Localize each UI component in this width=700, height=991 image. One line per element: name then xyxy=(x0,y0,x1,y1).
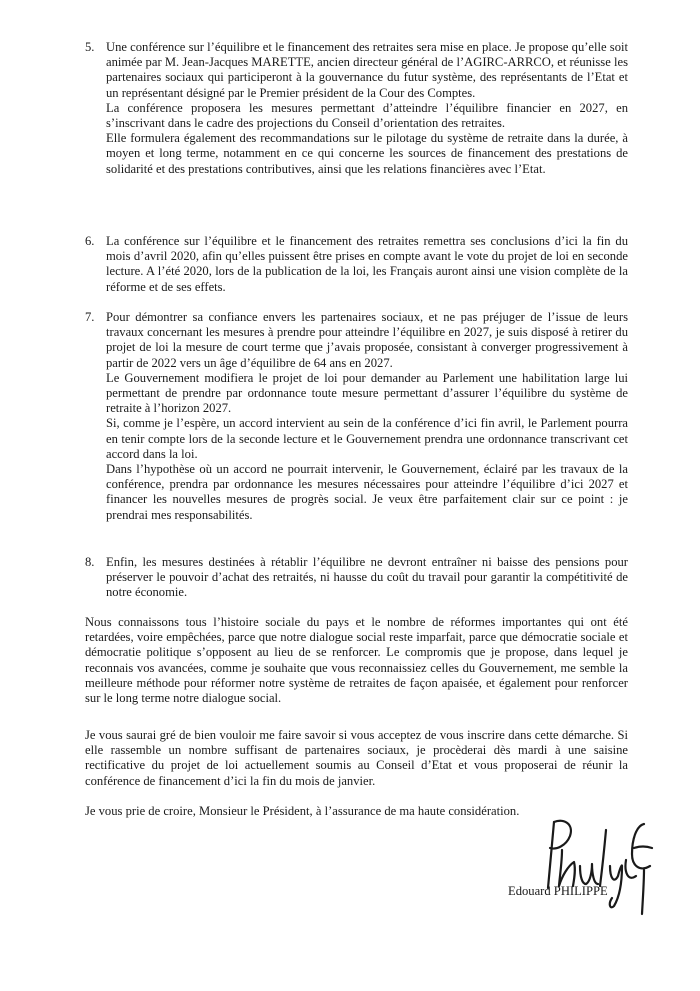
list-item-5 xyxy=(85,40,628,177)
list-item-number: 6. xyxy=(85,234,95,248)
paragraph: Le Gouvernement modifiera le projet de loi pour demander au Parlement une habilitation large lui permettant de prendre par ordonnance toute mesure permettant d’assurer l’équilibre du système de retraite à l’horizon 2027. xyxy=(106,370,628,416)
list-item-8 xyxy=(85,555,628,601)
paragraph: Pour démontrer sa confiance envers les partenaires sociaux, et ne pas préjuger de l’issue de leurs travaux concernant les mesures à prendre pour atteindre l’équilibre en 2027, je suis disposé à retirer du projet de loi la mesure de court terme que j’avais proposée, consistant à converger progressivement à partir de 2022 vers un âge d’équilibre de 64 ans en 2027. xyxy=(106,310,628,370)
signatory-name: Edouard PHILIPPE xyxy=(508,884,608,898)
paragraph: Si, comme je l’espère, un accord intervient au sein de la conférence d’ici fin avril, le Parlement pourra en tenir compte lors de la seconde lecture et le Gouvernement prendra une ordonnance transcrivant cet accord dans la loi. xyxy=(106,416,628,461)
paragraph: Nous connaissons tous l’histoire sociale du pays et le nombre de réformes importantes qui ont été retardées, voire empêchées, parce que notre dialogue social reste imparfait, parce que démocratie sociale et démocratie politique s’opposent au lieu de se renforcer. Le compromis que je propose, dans lequel je reconnais vos avancées, comme je souhaite que vous reconnaissiez celles du Gouvernement, me semble la meilleure méthode pour réformer notre système de retraites de façon apaisée, et également pour renforcer sur le long terme notre dialogue social. xyxy=(85,615,628,706)
list-item-body xyxy=(106,40,628,177)
list-item-6 xyxy=(85,234,628,295)
paragraph: La conférence proposera les mesures permettant d’atteindre l’équilibre financier en 2027, en s’inscrivant dans le cadre des projections du Conseil d’orientation des retraites. xyxy=(106,100,628,131)
handwritten-signature xyxy=(540,810,660,920)
paragraph: Enfin, les mesures destinées à rétablir l’équilibre ne devront entraîner ni baisse des pensions pour préserver le pouvoir d’achat des retraités, ni hausse du coût du travail pour garantir la compétitivité de notre économie. xyxy=(106,555,628,600)
list-item-body xyxy=(106,234,628,295)
paragraph: Je vous saurai gré de bien vouloir me faire savoir si vous acceptez de vous inscrire dans cette démarche. Si elle rassemble un nombre suffisant de partenaires sociaux, je procèderai dès mardi à une saisine rectificative du projet de loi actuellement soumis au Conseil d’Etat et vous proposerai de réunir la conférence de financement d’ici la fin du mois de janvier. xyxy=(85,728,628,788)
list-item-number: 7. xyxy=(85,310,95,324)
list-item-number: 8. xyxy=(85,555,95,569)
paragraph: Dans l’hypothèse où un accord ne pourrait intervenir, le Gouvernement, éclairé par les travaux de la conférence, prendra par ordonnance les mesures nécessaires pour atteindre l’équilibre d’ici 2027 et financer les nouvelles mesures de progrès social. Je veux être parfaitement clair sur ce point : je prendrai mes responsabilités. xyxy=(106,462,628,522)
list-item-body xyxy=(106,555,628,601)
paragraph: La conférence sur l’équilibre et le financement des retraites remettra ses conclusions d’ici la fin du mois d’avril 2020, afin qu’elles puissent être prises en compte avant le vote du projet de loi en seconde lecture. A l’été 2020, lors de la publication de la loi, les Français auront ainsi une vision complète de la réforme et de ses effets. xyxy=(106,234,628,294)
list-item-number: 5. xyxy=(85,40,95,54)
closing-paragraph: Je vous prie de croire, Monsieur le Président, à l’assurance de ma haute considération. xyxy=(85,804,520,818)
list-item-body xyxy=(106,310,628,523)
paragraph: Une conférence sur l’équilibre et le financement des retraites sera mise en place. Je propose qu’elle soit animée par M. Jean-Jacques MARETTE, ancien directeur général de l’AGIRC-ARRCO, et réunisse les partenaires sociaux qui participeront à la gouvernance du futur système, des représentants de l’Etat et un représentant désigné par le Premier président de la Cour des Comptes. xyxy=(106,40,628,100)
list-item-7 xyxy=(85,310,628,523)
paragraph: Elle formulera également des recommandations sur le pilotage du système de retraite dans la durée, à moyen et long terme, notamment en ce qui concerne les sources de financement des prestations de solidarité et des prestations contributives, ainsi que les relations financières avec l’Etat. xyxy=(106,131,628,176)
